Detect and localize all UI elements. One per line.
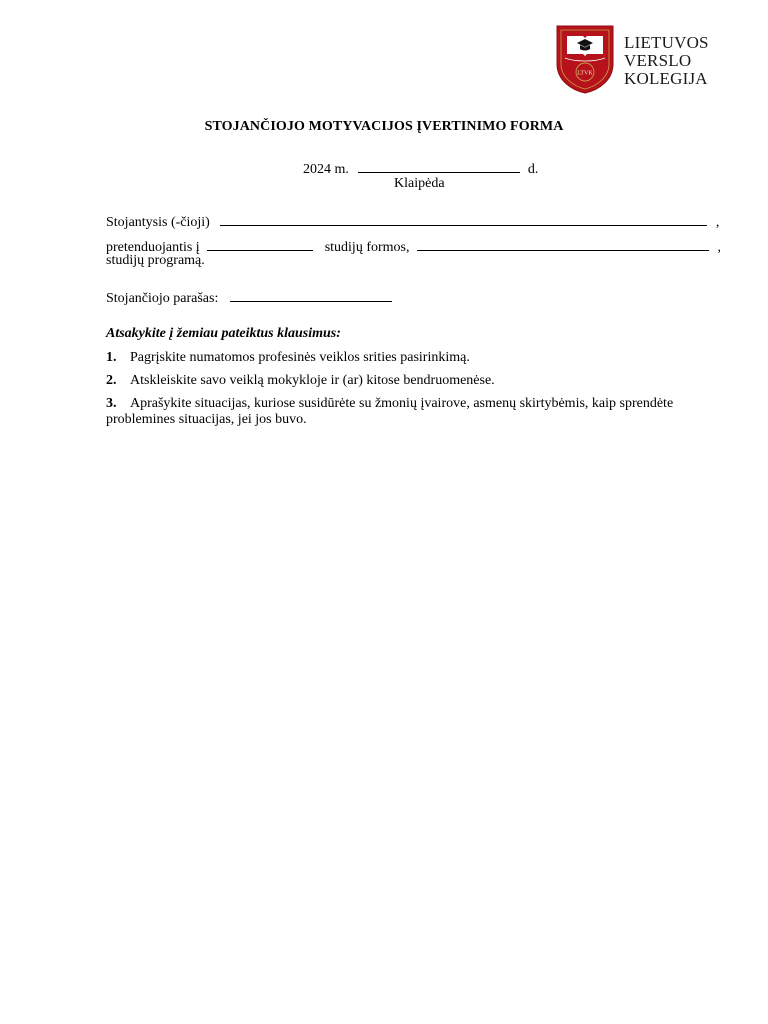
- signature-label: Stojančiojo parašas:: [106, 291, 219, 306]
- signature-line: [106, 289, 392, 307]
- question-text: Atskleiskite savo veiklą mokykloje ir (ar) kitose bendruomenėse.: [130, 373, 495, 388]
- question-number: 1.: [106, 350, 117, 365]
- college-logo: [555, 24, 715, 96]
- study-form-field[interactable]: [207, 238, 313, 251]
- year-label: 2024 m.: [303, 162, 349, 177]
- city-label: Klaipėda: [394, 176, 445, 191]
- graduation-cap-book-shield-icon: [555, 24, 615, 94]
- applicant-line: [106, 213, 719, 231]
- college-name: [624, 34, 709, 88]
- form-title: STOJANČIOJO MOTYVACIJOS ĮVERTINIMO FORMA: [204, 119, 564, 134]
- question-item: [106, 350, 721, 366]
- study-form-label: studijų formos,: [324, 240, 410, 255]
- applicant-name-field[interactable]: [220, 213, 707, 226]
- question-item: [106, 396, 721, 428]
- question-number: 2.: [106, 373, 117, 388]
- day-label: d.: [527, 162, 539, 177]
- college-name-line: LIETUVOS: [624, 33, 709, 52]
- comma: ,: [715, 215, 720, 230]
- study-program-field[interactable]: [417, 238, 709, 251]
- college-name-line: KOLEGIJA: [624, 69, 708, 88]
- question-item: [106, 373, 721, 389]
- svg-text:LTVK: LTVK: [577, 70, 593, 77]
- program-label: studijų programą.: [106, 253, 205, 268]
- college-name-line: VERSLO: [624, 51, 692, 70]
- comma: ,: [717, 240, 721, 255]
- question-number: 3.: [106, 396, 117, 411]
- question-text: Aprašykite situacijas, kuriose susidūrėte su žmonių įvairove, asmenų skirtybėmis, kaip sprendėte problemines situacijas, jei jos buvo.: [106, 396, 674, 427]
- signature-field[interactable]: [230, 289, 392, 302]
- date-blank-field[interactable]: [358, 160, 520, 173]
- questions-heading: Atsakykite į žemiau pateiktus klausimus:: [106, 326, 341, 341]
- applying-label: pretenduojantis į: [106, 240, 200, 255]
- question-text: Pagrįskite numatomos profesinės veiklos srities pasirinkimą.: [130, 350, 470, 365]
- applicant-label: Stojantysis (-čioji): [106, 215, 210, 230]
